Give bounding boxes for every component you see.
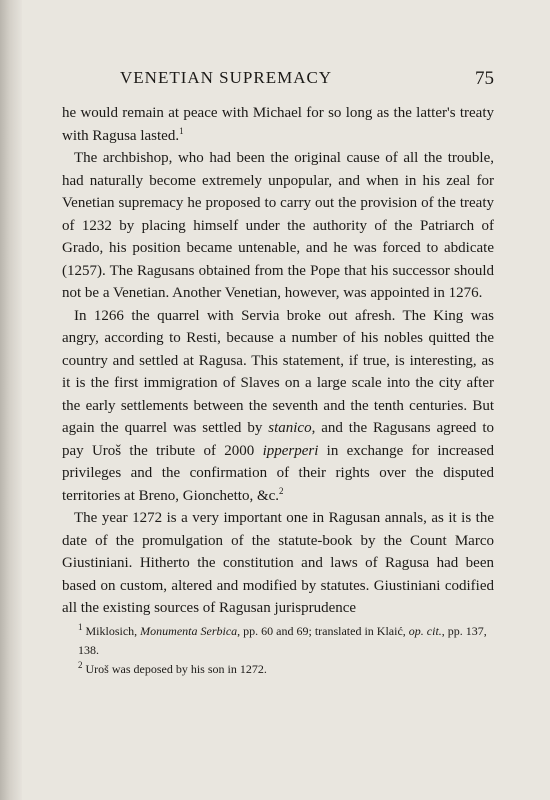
footnote-1-number: 1 bbox=[78, 622, 83, 632]
paragraph-3-italic-stanico: stanico bbox=[268, 420, 312, 436]
book-page bbox=[62, 0, 494, 800]
page-header bbox=[62, 68, 494, 92]
footnote-2-text: Uroš was deposed by his son in 1272. bbox=[85, 662, 267, 676]
footnote-1-text-c: , pp. 60 and 69; translated in Klaić, bbox=[237, 624, 409, 638]
footnote-2 bbox=[62, 660, 494, 679]
footnote-1-text-a: Miklosich, bbox=[85, 624, 141, 638]
footnote-1-italic-title: Monumenta Serbica bbox=[140, 624, 238, 638]
footnote-2-number: 2 bbox=[78, 660, 83, 670]
footnote-ref-1: 1 bbox=[179, 125, 184, 136]
book-gutter-shadow bbox=[0, 0, 22, 800]
paragraph-3-italic-ipperperi: ipperperi bbox=[262, 442, 319, 459]
footnote-1-text-e: , pp. 137, 138. bbox=[78, 624, 487, 657]
paragraph-1-text: he would remain at peace with Michael for so long as the latter's treaty with Ragusa lasted. bbox=[62, 105, 494, 144]
footnotes bbox=[62, 622, 494, 679]
paragraph-3-text-b: , and the Ragusans agreed to pay Uroš the tribute of 2000 bbox=[62, 420, 494, 459]
footnote-ref-2: 2 bbox=[279, 485, 284, 496]
paragraph-3-text-c: in exchange for increased privileges and the confirmation of their rights over the disputed territories at Breno, Gionchetto, &c. bbox=[62, 442, 494, 504]
paragraph-2: The archbishop, who had been the original cause of all the trouble, had naturally become extremely unpopular, and when in his zeal for Venetian supremacy he proposed to carry out the provision of the treaty of 1232 by placing himself under the authority of the Patriarch of Grado, his position became untenable, and he was forced to abdicate (1257). The Ragusans obtained from the Pope that his successor should not be a Venetian. Another Venetian, however, was appointed in 1276. bbox=[62, 150, 494, 301]
paragraph-4: The year 1272 is a very important one in Ragusan annals, as it is the date of the promulgation of the statute-book by the Count Marco Giustiniani. Hitherto the constitution and laws of Ragusa had been based on custom, altered and modified by statutes. Giustiniani codified all the existing sources of Ragusan jurisprudence bbox=[62, 510, 494, 616]
page-number: 75 bbox=[475, 68, 494, 89]
body-text bbox=[62, 102, 494, 620]
running-title: VENETIAN SUPREMACY bbox=[120, 68, 333, 87]
footnote-1 bbox=[62, 622, 494, 660]
paragraph-3 bbox=[62, 305, 494, 508]
paragraph-1 bbox=[62, 102, 494, 147]
footnote-1-italic-opcit: op. cit. bbox=[408, 624, 442, 638]
paragraph-3-text-a: In 1266 the quarrel with Servia broke out afresh. The King was angry, according to Resti, because a number of his nobles quitted the country and settled at Ragusa. This statement, if true, is interesting, as it is the first immigration of Slaves on a large scale into the city after the early settlements between the seventh and the tenth centuries. But again the quarrel was settled by bbox=[62, 307, 494, 436]
